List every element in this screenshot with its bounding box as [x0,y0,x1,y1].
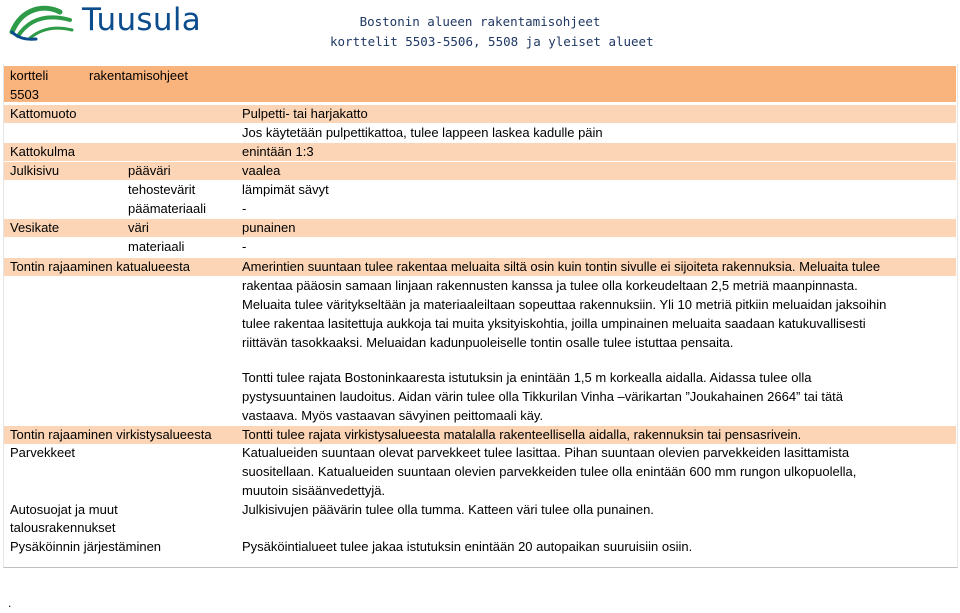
tuusula-logo [8,2,208,46]
text-line: tulee rakentaa lasitettuja aukkoja tai muita yksityiskohtia, joilla umpinainen meluaita saadaan katukuvallisesti [242,316,866,331]
label-bar-kattokulma [4,143,956,161]
sub-label-materiaali: materiaali [128,239,185,254]
sub-label-paamateriaali: päämateriaali [128,201,207,216]
text-line: suositellaan. Katualueiden suuntaan olevien parvekkeiden tulee olla enintään 600 mm rungon ulkopuolella, [242,464,857,479]
row-value-virkistysalue: Tontti tulee rajata virkistysalueesta matalalla rakenteellisella aidalla, rakennuksin tai pensasrivein. [242,427,802,442]
document-title-line-2: korttelit 5503-5506, 5508 ja yleiset alueet [330,34,654,49]
row-value-paavari: vaalea [242,163,281,178]
row-label-pysakointi: Pysäköinnin järjestäminen [10,539,162,554]
text-line: muutoin sisäänvedettyjä. [242,483,386,498]
text-line: pystysuuntainen laudoitus. Aidan värin tulee olla Tikkurilan Vinha –värikartan ”Joukahainen 2664” tai tätä [242,389,844,404]
row-value-vari: punainen [242,220,296,235]
row-value-tehostevarit: lämpimät sävyt [242,182,329,197]
text-line: riittävän tasokkaaksi. Meluaidan kadunpuoleiselle tontin osalle tulee istuttaa pensaita. [242,335,734,350]
row-value-kattomuoto-1: Pulpetti- tai harjakatto [242,106,368,121]
text-line: rakentaa pääosin samaan linjaan rakennusten kanssa ja tulee olla korkeudeltaan 2,5 metriä maanpinnasta. [242,278,858,293]
row-label-autosuojat-2: talousrakennukset [10,520,116,535]
sub-label-tehostevarit: tehostevärit [128,182,196,197]
row-value-kattomuoto-2: Jos käytetään pulpettikattoa, tulee lappeen laskea kadulle päin [242,125,603,140]
sub-label-vari: väri [128,220,149,235]
row-value-paamateriaali: - [242,201,247,216]
footer-mark: . [8,596,12,610]
row-label-kattokulma: Kattokulma [10,144,76,159]
paragraph-katualue-aita [242,368,843,425]
row-label-katualue: Tontin rajaaminen katualueesta [10,259,190,274]
text-line: Tontti tulee rajata Bostoninkaaresta istutuksin ja enintään 1,5 m korkealla aidalla. Aidassa tulee olla [242,370,812,385]
row-label-kattomuoto: Kattomuoto [10,106,77,121]
header-column-title: rakentamisohjeet [89,68,188,83]
logo-wordmark: Tuusula [82,2,202,38]
text-line: Amerintien suuntaan tulee rakentaa meluaita siltä osin kuin tontin sivulle ei sijoiteta rakennuksia. Meluaita tulee [242,259,881,274]
document-title [330,12,654,52]
header-kortteli-number: 5503 [10,87,39,102]
row-label-parvekkeet: Parvekkeet [10,445,76,460]
row-label-autosuojat-1: Autosuojat ja muut [10,502,118,517]
row-value-pysakointi: Pysäköintialueet tulee jakaa istutuksin enintään 20 autopaikan suuruisiin osiin. [242,539,693,554]
row-value-kattokulma: enintään 1:3 [242,144,314,159]
paragraph-parvekkeet [242,443,856,500]
text-line: Meluaita tulee väritykseltään ja materiaaleiltaan sopeuttaa rakennuksiin. Yli 10 metriä pitkiin meluaidan jaksoihin [242,297,887,312]
row-value-materiaali: - [242,239,247,254]
row-label-vesikate: Vesikate [10,220,60,235]
row-label-julkisivu: Julkisivu [10,163,60,178]
sub-label-paavari: pääväri [128,163,171,178]
paragraph-katualue-meluaita [242,257,886,352]
document-title-line-1: Bostonin alueen rakentamisohjeet [359,14,601,29]
tuusula-emblem-icon [8,2,78,46]
label-bar-kattomuoto [4,105,956,123]
row-value-autosuojat: Julkisivujen päävärin tulee olla tumma. Katteen väri tulee olla punainen. [242,502,654,517]
text-line: vastaava. Myös vastaavan sävyinen peittomaali käy. [242,408,544,423]
text-line: Katualueiden suuntaan olevat parvekkeet tulee lasittaa. Pihan suuntaan olevien parvekkeiden lasittamista [242,445,850,460]
header-kortteli-label: kortteli [10,68,49,83]
row-label-virkistysalue: Tontin rajaaminen virkistysalueesta [10,427,212,442]
